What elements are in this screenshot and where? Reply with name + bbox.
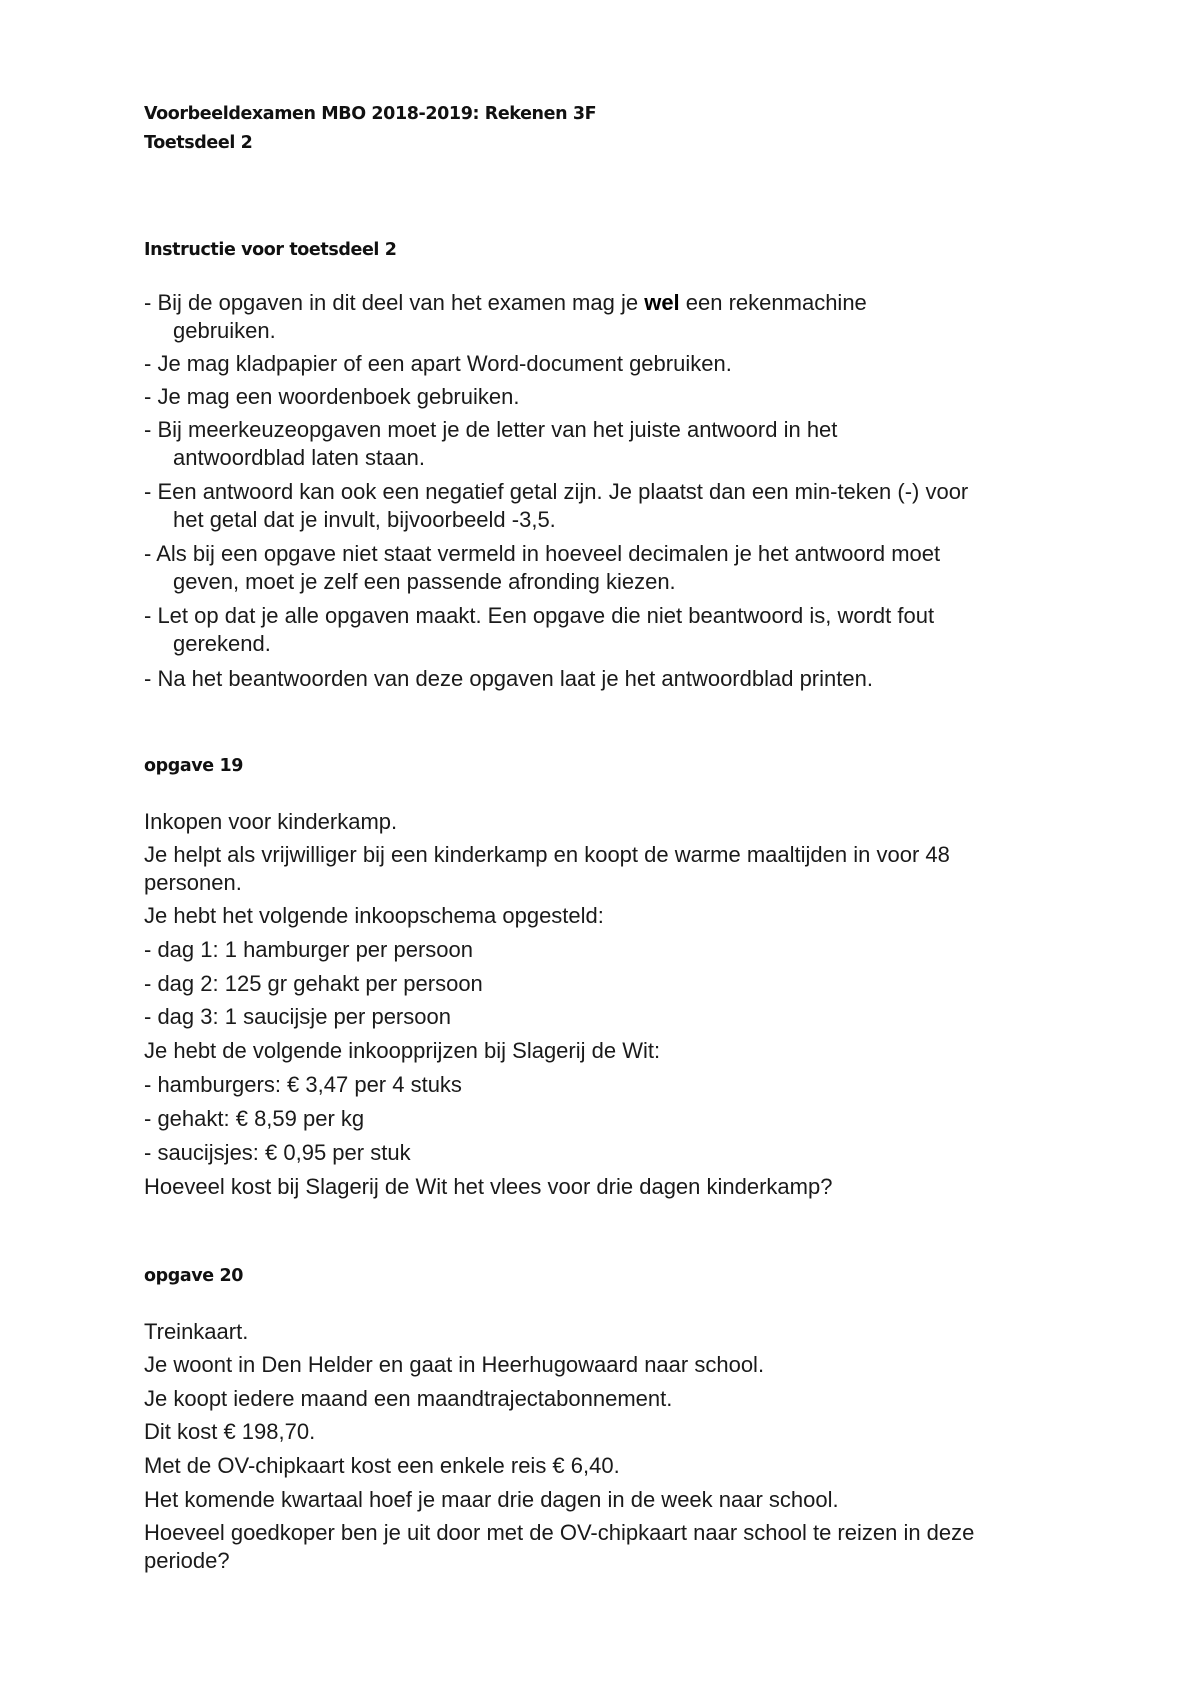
instruction-line: het getal dat je invult, bijvoorbeeld -3,5. <box>173 507 556 532</box>
opgave-20-line: periode? <box>144 1548 230 1573</box>
instruction-emphasis: wel <box>644 290 680 315</box>
opgave-19-line: - hamburgers: € 3,47 per 4 stuks <box>144 1072 462 1097</box>
instruction-line: gebruiken. <box>173 318 276 343</box>
instruction-item <box>144 383 519 411</box>
opgave-19-line: Je hebt het volgende inkoopschema opgesteld: <box>144 903 604 928</box>
opgave-20-line: Je woont in Den Helder en gaat in Heerhugowaard naar school. <box>144 1352 765 1377</box>
opgave-20-line: Met de OV-chipkaart kost een enkele reis € 6,40. <box>144 1453 620 1478</box>
instruction-line: geven, moet je zelf een passende afronding kiezen. <box>173 569 676 594</box>
opgave-19-line: Je helpt als vrijwilliger bij een kinderkamp en koopt de warme maaltijden in voor 48 <box>144 842 950 867</box>
instruction-line: - Als bij een opgave niet staat vermeld in hoeveel decimalen je het antwoord moet <box>144 541 941 566</box>
instruction-item <box>144 540 940 596</box>
opgave-19-heading: opgave 19 <box>144 756 244 776</box>
instruction-item <box>144 416 837 472</box>
instruction-line: antwoordblad laten staan. <box>173 445 425 470</box>
instruction-line: - Let op dat je alle opgaven maakt. Een opgave die niet beantwoord is, wordt fout <box>144 603 935 628</box>
instruction-line: - Een antwoord kan ook een negatief getal zijn. Je plaatst dan een min-teken (-) voor <box>144 479 969 504</box>
opgave-19-line: Inkopen voor kinderkamp. <box>144 809 398 834</box>
instruction-item <box>144 665 873 693</box>
instruction-line: - Bij meerkeuzeopgaven moet je de letter van het juiste antwoord in het <box>144 417 838 442</box>
opgave-19-line: - saucijsjes: € 0,95 per stuk <box>144 1140 411 1165</box>
opgave-19-line: - dag 2: 125 gr gehakt per persoon <box>144 971 483 996</box>
instruction-line: - Je mag kladpapier of een apart Word-document gebruiken. <box>144 351 732 376</box>
opgave-19-line: - dag 1: 1 hamburger per persoon <box>144 937 473 962</box>
document-title: Voorbeeldexamen MBO 2018-2019: Rekenen 3F <box>144 104 597 124</box>
instructions-heading: Instructie voor toetsdeel 2 <box>144 240 397 260</box>
instruction-line: gerekend. <box>173 631 271 656</box>
instruction-line: - Je mag een woordenboek gebruiken. <box>144 384 520 409</box>
instruction-item <box>144 602 934 658</box>
document-subtitle: Toetsdeel 2 <box>144 133 253 153</box>
opgave-19-line: - dag 3: 1 saucijsje per persoon <box>144 1004 451 1029</box>
opgave-19-line: - gehakt: € 8,59 per kg <box>144 1106 365 1131</box>
instruction-item <box>144 350 732 378</box>
opgave-20-line: Hoeveel goedkoper ben je uit door met de OV-chipkaart naar school te reizen in deze <box>144 1520 975 1545</box>
instruction-item <box>144 289 867 345</box>
instruction-text: een rekenmachine <box>679 290 867 315</box>
instruction-item <box>144 478 968 534</box>
opgave-19-line: Hoeveel kost bij Slagerij de Wit het vlees voor drie dagen kinderkamp? <box>144 1174 833 1199</box>
instruction-text: - Bij de opgaven in dit deel van het examen mag je <box>144 290 645 315</box>
instruction-line <box>144 289 867 317</box>
opgave-20-line: Dit kost € 198,70. <box>144 1419 316 1444</box>
instruction-line: - Na het beantwoorden van deze opgaven laat je het antwoordblad printen. <box>144 666 873 691</box>
opgave-20-line: Het komende kwartaal hoef je maar drie dagen in de week naar school. <box>144 1487 839 1512</box>
opgave-19-line: personen. <box>144 870 242 895</box>
opgave-20-heading: opgave 20 <box>144 1266 244 1286</box>
opgave-19-line: Je hebt de volgende inkoopprijzen bij Slagerij de Wit: <box>144 1038 661 1063</box>
opgave-20-line: Je koopt iedere maand een maandtrajectabonnement. <box>144 1386 673 1411</box>
opgave-20-line: Treinkaart. <box>144 1319 249 1344</box>
